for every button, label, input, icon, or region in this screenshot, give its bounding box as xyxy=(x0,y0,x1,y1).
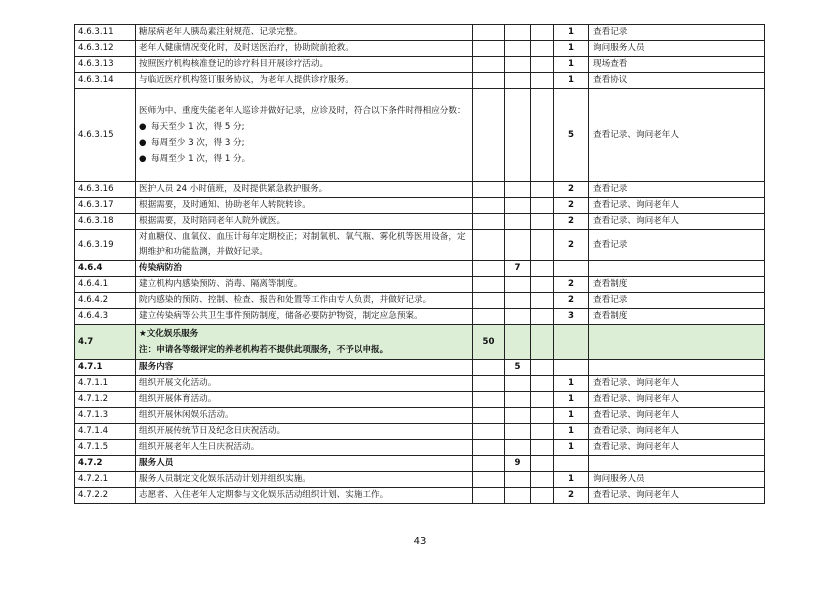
item-points: 3 xyxy=(554,309,589,325)
review-method: 查看记录、询问老年人 xyxy=(589,408,765,424)
item-code: 4.6.3.11 xyxy=(75,25,136,41)
item-code: 4.6.3.12 xyxy=(75,41,136,57)
item-points: 2 xyxy=(554,230,589,261)
review-method: 查看记录 xyxy=(589,182,765,198)
item-points: 1 xyxy=(554,73,589,89)
section-score-cell xyxy=(473,57,505,73)
item-points: 1 xyxy=(554,424,589,440)
subsection-score-cell xyxy=(505,309,531,325)
table-row xyxy=(75,41,765,57)
review-method: 查看记录、询问老年人 xyxy=(589,198,765,214)
item-code: 4.6.3.15 xyxy=(75,89,136,182)
section-score-cell xyxy=(473,41,505,57)
review-method: 询问服务人员 xyxy=(589,41,765,57)
item-code: 4.6.3.17 xyxy=(75,198,136,214)
blank-cell xyxy=(531,424,554,440)
item-points: 2 xyxy=(554,277,589,293)
item-content: 根据需要，及时陪同老年人院外就医。 xyxy=(136,214,473,230)
table-row xyxy=(75,57,765,73)
item-points: 2 xyxy=(554,293,589,309)
page-number: 43 xyxy=(413,536,427,547)
section-score-cell xyxy=(473,25,505,41)
section-score-cell xyxy=(473,424,505,440)
item-points: 2 xyxy=(554,198,589,214)
section-score-cell xyxy=(473,261,505,277)
blank-cell xyxy=(531,89,554,182)
item-code: 4.6.3.19 xyxy=(75,230,136,261)
subsection-score-cell xyxy=(505,408,531,424)
item-content: 建立传染病等公共卫生事件预防制度，储备必要防护物资，制定应急预案。 xyxy=(136,309,473,325)
section-score-cell xyxy=(473,472,505,488)
table-row xyxy=(75,214,765,230)
section-score-cell xyxy=(473,73,505,89)
item-code: 4.7.2 xyxy=(75,456,136,472)
item-code: 4.6.3.14 xyxy=(75,73,136,89)
item-points: 2 xyxy=(554,214,589,230)
section-score-cell xyxy=(473,230,505,261)
subsection-score-cell xyxy=(505,392,531,408)
subsection-score-cell xyxy=(505,57,531,73)
section-score: 50 xyxy=(473,325,505,360)
subsection-row xyxy=(75,456,765,472)
review-method: 查看记录、询问老年人 xyxy=(589,440,765,456)
item-code: 4.6.4.3 xyxy=(75,309,136,325)
subsection-score-cell xyxy=(505,73,531,89)
section-score-cell xyxy=(473,182,505,198)
subsection-score-cell xyxy=(505,230,531,261)
section-score-cell xyxy=(473,89,505,182)
subsection-score-cell xyxy=(505,198,531,214)
item-points xyxy=(554,360,589,376)
item-points: 1 xyxy=(554,41,589,57)
subsection-score-cell xyxy=(505,182,531,198)
table-row xyxy=(75,182,765,198)
item-content: 志愿者、入住老年人定期参与文化娱乐活动组织计划、实施工作。 xyxy=(136,488,473,504)
item-content: 糖尿病老年人胰岛素注射规范、记录完整。 xyxy=(136,25,473,41)
subsection-row xyxy=(75,360,765,376)
item-points: 1 xyxy=(554,25,589,41)
item-code: 4.6.3.16 xyxy=(75,182,136,198)
subsection-title: 服务人员 xyxy=(136,456,473,472)
table-row xyxy=(75,25,765,41)
item-code: 4.6.3.13 xyxy=(75,57,136,73)
item-content: 对血糖仪、血氧仪、血压计每年定期校正；对制氧机、氧气瓶、雾化机等医用设备，定期维护和功能监测，并做好记录。 xyxy=(136,230,473,261)
review-method: 询问服务人员 xyxy=(589,472,765,488)
item-content: 老年人健康情况变化时，及时送医治疗，协助院前抢救。 xyxy=(136,41,473,57)
bullet-icon: ● xyxy=(139,154,147,164)
table-row xyxy=(75,230,765,261)
subsection-score-cell xyxy=(505,488,531,504)
subsection-score-cell xyxy=(505,440,531,456)
item-content: 建立机构内感染预防、消毒、隔离等制度。 xyxy=(136,277,473,293)
section-score-cell xyxy=(473,456,505,472)
review-method: 查看记录 xyxy=(589,25,765,41)
item-content: 与临近医疗机构签订服务协议，为老年人提供诊疗服务。 xyxy=(136,73,473,89)
table-row xyxy=(75,293,765,309)
review-method: 查看记录、询问老年人 xyxy=(589,89,765,182)
blank-cell xyxy=(531,376,554,392)
section-title-cell xyxy=(136,325,473,360)
blank-cell xyxy=(531,198,554,214)
item-code: 4.7.1 xyxy=(75,360,136,376)
section-score-cell xyxy=(473,360,505,376)
subsection-score-cell xyxy=(505,89,531,182)
item-points: 1 xyxy=(554,392,589,408)
item-content: 根据需要，及时通知、协助老年人转院转诊。 xyxy=(136,198,473,214)
review-method: 查看制度 xyxy=(589,309,765,325)
item-points: 1 xyxy=(554,57,589,73)
item-code: 4.7.1.1 xyxy=(75,376,136,392)
subsection-score-cell xyxy=(505,41,531,57)
item-content: 院内感染的预防、控制、检查、报告和处置等工作由专人负责，并做好记录。 xyxy=(136,293,473,309)
section-score-cell xyxy=(473,440,505,456)
bullet-icon: ● xyxy=(139,122,147,132)
review-method xyxy=(589,456,765,472)
item-code: 4.7.2.2 xyxy=(75,488,136,504)
blank-cell xyxy=(531,182,554,198)
item-content: 组织开展休闲娱乐活动。 xyxy=(136,408,473,424)
table-row xyxy=(75,309,765,325)
table-row xyxy=(75,488,765,504)
blank-cell xyxy=(531,360,554,376)
item-points xyxy=(554,325,589,360)
item-points: 1 xyxy=(554,472,589,488)
section-score-cell xyxy=(473,309,505,325)
item-code: 4.7 xyxy=(75,325,136,360)
review-method: 查看协议 xyxy=(589,73,765,89)
section-score-cell xyxy=(473,293,505,309)
table-row xyxy=(75,73,765,89)
section-score-cell xyxy=(473,198,505,214)
blank-cell xyxy=(531,440,554,456)
review-method: 查看记录、询问老年人 xyxy=(589,214,765,230)
table-row xyxy=(75,277,765,293)
section-score-cell xyxy=(473,408,505,424)
subsection-score-cell xyxy=(505,325,531,360)
blank-cell xyxy=(531,277,554,293)
item-points xyxy=(554,261,589,277)
item-code: 4.7.2.1 xyxy=(75,472,136,488)
item-code: 4.7.1.2 xyxy=(75,392,136,408)
item-code: 4.7.1.5 xyxy=(75,440,136,456)
review-method: 查看记录、询问老年人 xyxy=(589,376,765,392)
section-row xyxy=(75,325,765,360)
blank-cell xyxy=(531,57,554,73)
table-row xyxy=(75,472,765,488)
subsection-title: 传染病防治 xyxy=(136,261,473,277)
item-points: 2 xyxy=(554,182,589,198)
bullet-icon: ● xyxy=(139,138,147,148)
table-row xyxy=(75,376,765,392)
subsection-score-cell xyxy=(505,472,531,488)
bullet-item: ● 每天至少 1 次，得 5 分; xyxy=(139,119,469,135)
item-content xyxy=(136,89,473,182)
blank-cell xyxy=(531,472,554,488)
review-method xyxy=(589,261,765,277)
subsection-title: 服务内容 xyxy=(136,360,473,376)
blank-cell xyxy=(531,230,554,261)
blank-cell xyxy=(531,25,554,41)
item-code: 4.6.3.18 xyxy=(75,214,136,230)
subsection-row xyxy=(75,261,765,277)
item-code: 4.7.1.4 xyxy=(75,424,136,440)
item-content: 组织开展体育活动。 xyxy=(136,392,473,408)
review-method: 查看记录、询问老年人 xyxy=(589,424,765,440)
item-content: 服务人员制定文化娱乐活动计划并组织实施。 xyxy=(136,472,473,488)
item-content: 组织开展老年人生日庆祝活动。 xyxy=(136,440,473,456)
table-row xyxy=(75,392,765,408)
item-code: 4.7.1.3 xyxy=(75,408,136,424)
subsection-score-cell xyxy=(505,424,531,440)
item-points: 1 xyxy=(554,408,589,424)
blank-cell xyxy=(531,456,554,472)
subsection-score-cell xyxy=(505,376,531,392)
blank-cell xyxy=(531,309,554,325)
subsection-score-cell xyxy=(505,277,531,293)
blank-cell xyxy=(531,325,554,360)
table-row xyxy=(75,440,765,456)
subsection-score: 5 xyxy=(505,360,531,376)
subsection-score-cell xyxy=(505,25,531,41)
blank-cell xyxy=(531,261,554,277)
review-method: 现场查看 xyxy=(589,57,765,73)
evaluation-table xyxy=(74,24,765,504)
blank-cell xyxy=(531,73,554,89)
item-content: 组织开展传统节日及纪念日庆祝活动。 xyxy=(136,424,473,440)
section-score-cell xyxy=(473,376,505,392)
review-method xyxy=(589,360,765,376)
item-content: 医护人员 24 小时值班，及时提供紧急救护服务。 xyxy=(136,182,473,198)
blank-cell xyxy=(531,488,554,504)
table-row xyxy=(75,408,765,424)
section-score-cell xyxy=(473,488,505,504)
bullet-item: ● 每周至少 3 次，得 3 分; xyxy=(139,135,469,151)
item-content: 组织开展文化活动。 xyxy=(136,376,473,392)
item-points: 5 xyxy=(554,89,589,182)
item-content: 按照医疗机构核准登记的诊疗科目开展诊疗活动。 xyxy=(136,57,473,73)
subsection-score: 9 xyxy=(505,456,531,472)
blank-cell xyxy=(531,392,554,408)
section-title: ★文化娱乐服务 xyxy=(139,329,199,339)
section-score-cell xyxy=(473,214,505,230)
item-points: 1 xyxy=(554,440,589,456)
subsection-score: 7 xyxy=(505,261,531,277)
section-note: 注：申请各等级评定的养老机构若不提供此项服务，不予以申报。 xyxy=(139,345,389,355)
item-points xyxy=(554,456,589,472)
table-row xyxy=(75,424,765,440)
review-method: 查看制度 xyxy=(589,277,765,293)
item-points: 1 xyxy=(554,376,589,392)
subsection-score-cell xyxy=(505,214,531,230)
blank-cell xyxy=(531,214,554,230)
subsection-score-cell xyxy=(505,293,531,309)
table-row xyxy=(75,89,765,182)
review-method: 查看记录 xyxy=(589,293,765,309)
bullet-item: ● 每周至少 1 次，得 1 分。 xyxy=(139,151,469,167)
review-method: 查看记录、询问老年人 xyxy=(589,488,765,504)
item-code: 4.6.4 xyxy=(75,261,136,277)
item-code: 4.6.4.2 xyxy=(75,293,136,309)
review-method: 查看记录 xyxy=(589,230,765,261)
section-score-cell xyxy=(473,392,505,408)
blank-cell xyxy=(531,41,554,57)
item-points: 2 xyxy=(554,488,589,504)
item-code: 4.6.4.1 xyxy=(75,277,136,293)
blank-cell xyxy=(531,293,554,309)
review-method: 查看记录、询问老年人 xyxy=(589,392,765,408)
review-method xyxy=(589,325,765,360)
item-intro: 医师为中、重度失能老年人巡诊并做好记录，应诊及时，符合以下条件时得相应分数： xyxy=(139,106,466,116)
table-row xyxy=(75,198,765,214)
blank-cell xyxy=(531,408,554,424)
section-score-cell xyxy=(473,277,505,293)
